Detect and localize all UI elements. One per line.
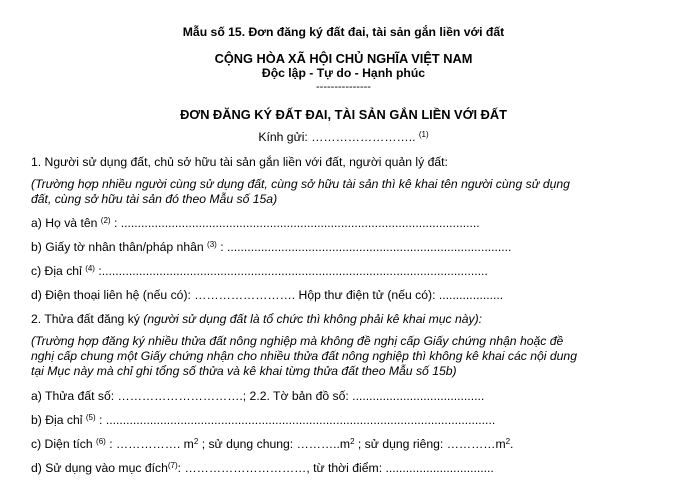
address-footnote: (4) <box>85 264 95 273</box>
id-document-label: b) Giấy tờ nhân thân/pháp nhân <box>31 240 204 254</box>
parcel-address-label: b) Địa chỉ <box>31 413 83 427</box>
area-private-fill[interactable]: ; sử dụng riêng: …………m <box>357 437 506 451</box>
parcel-address-field[interactable] <box>31 412 495 429</box>
area-unit-exp1: 2 <box>193 437 199 446</box>
parcel-address-footnote: (5) <box>85 413 96 422</box>
address-field[interactable] <box>31 263 488 280</box>
land-use-purpose-fill[interactable]: : …………………………, từ thời điểm: ................................ <box>177 461 494 475</box>
id-document-field[interactable] <box>31 239 511 256</box>
parcel-address-fill[interactable]: : ................................................................................................................... <box>99 413 496 427</box>
id-document-footnote: (3) <box>207 240 217 249</box>
full-name-footnote: (2) <box>100 216 111 225</box>
area-total-fill[interactable]: : ……………. m <box>109 437 194 451</box>
country-name: CỘNG HÒA XÃ HỘI CHỦ NGHĨA VIỆT NAM <box>214 51 473 66</box>
address-fill[interactable]: :.................................................................................................................. <box>98 264 488 278</box>
section1-note-line2: đất, cùng sở hữu tài sản đó theo Mẫu số 15a) <box>31 192 278 206</box>
area-shared-fill[interactable]: ; sử dụng chung: ………..m <box>201 437 351 451</box>
area-field[interactable] <box>31 436 513 453</box>
contact-field[interactable]: d) Điện thoại liên hệ (nếu có): ……………………. Hộp thư điện tử (nếu có): ................... <box>31 288 504 302</box>
section2-heading-text: 2. Thửa đất đăng ký <box>31 312 140 326</box>
divider: --------------- <box>316 81 371 93</box>
addressee-footnote: (1) <box>418 130 429 139</box>
full-name-field[interactable] <box>31 215 480 232</box>
form-title: Mẫu số 15. Đơn đăng ký đất đai, tài sản gắn liền với đất <box>182 25 505 39</box>
land-use-purpose-field[interactable] <box>31 460 494 477</box>
parcel-number-field[interactable]: a) Thửa đất số: ………………………….; 2.2. Tờ bản đồ số: ....................................... <box>31 389 485 403</box>
area-footnote: (6) <box>96 437 106 446</box>
area-unit-exp2: 2 <box>350 437 355 446</box>
addressee-label: Kính gửi: …………………….. <box>258 130 416 144</box>
address-label: c) Địa chỉ <box>31 264 82 278</box>
section2-note-line3: tại Mục này mà chỉ ghi tổng số thửa và kê khai từng thửa đất theo Mẫu số 15b) <box>31 364 457 378</box>
section1-note-line1: (Trường hợp nhiều người cùng sử dụng đất, cùng sở hữu tài sản thì kê khai tên người cùng sử dụng <box>31 177 570 191</box>
full-name-fill[interactable]: : .......................................................................................................... <box>113 216 480 230</box>
land-use-purpose-label: d) Sử dụng vào mục đích <box>31 461 168 475</box>
addressee-line <box>0 129 687 146</box>
section2-note-line2: nghị cấp chung một Giấy chứng nhận cho nhiều thửa đất nông nghiệp thì không kê khai các nội dung <box>31 349 577 363</box>
area-unit-exp3: 2 <box>505 437 511 446</box>
section2-note-line1: (Trường hợp đăng ký nhiều thửa đất nông nghiệp mà không đề nghị cấp Giấy chứng nhận hoặc đề <box>31 334 564 348</box>
section1-heading: 1. Người sử dụng đất, chủ sở hữu tài sản gắn liền với đất, người quản lý đất: <box>31 155 448 169</box>
area-end: . <box>510 437 514 451</box>
section2-heading-note: (người sử dụng đất là tổ chức thì không phải kê khai mục này): <box>143 312 483 326</box>
motto: Độc lập - Tự do - Hạnh phúc <box>261 66 426 80</box>
document-title: ĐƠN ĐĂNG KÝ ĐẤT ĐAI, TÀI SẢN GẮN LIỀN VỚI ĐẤT <box>180 107 507 122</box>
full-name-label: a) Họ và tên <box>31 216 98 230</box>
section2-heading <box>31 311 482 328</box>
id-document-fill[interactable]: : .................................................................................... <box>220 240 512 254</box>
area-label: c) Diện tích <box>31 437 93 451</box>
land-use-purpose-footnote: (7) <box>167 461 178 470</box>
